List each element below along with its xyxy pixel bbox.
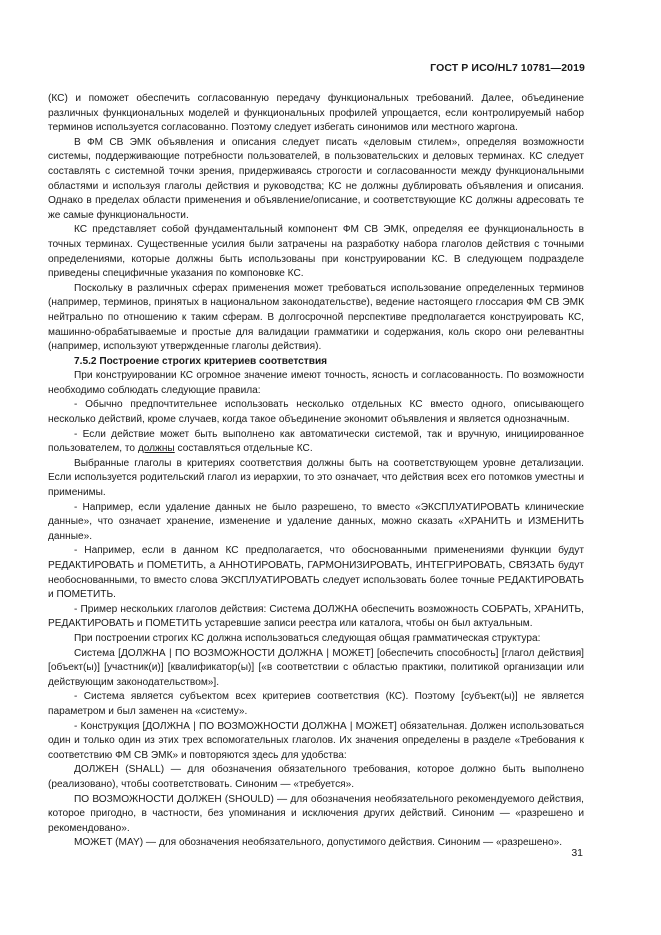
- paragraph: МОЖЕТ (MAY) — для обозначения необязательного, допустимого действия. Синоним — «разрешено».: [74, 837, 563, 849]
- paragraph: При конструировании КС огромное значение имеют точность, ясность и согласованность. По возможности необходимо соблюдать следующие правила:: [48, 370, 584, 396]
- list-item: - Например, если удаление данных не было разрешено, то вместо «ЭКСПЛУАТИРОВАТЬ клинические данные», что означает хранение, изменение и удаление данных, можно сказать «ХРАНИТЬ и ИЗМЕНИТЬ данные».: [48, 501, 584, 542]
- paragraph: В ФМ СВ ЭМК объявления и описания следует писать «деловым стилем», определяя возможности системы, поддерживающие потребности пользователей, в пользовательских и деловых терминах. КС следует составлять с системной точки зрения, придерживаясь строгости и согласованности между функциональными областями и используя глаголы действия и руководства; КС не должны дублировать объявления и описания. Однако в пределах области применения и объявление/описание, и соответствующие КС должны адресовать те же самые функциональности.: [48, 136, 584, 221]
- paragraph: ПО ВОЗМОЖНОСТИ ДОЛЖЕН (SHOULD) — для обозначения необязательного рекомендуемого действия, которое пригодно, в частности, без упоминания и исключения других действий. Синоним — «разрешено и рекомендовано».: [48, 793, 584, 834]
- list-item: [48, 428, 584, 457]
- paragraph: Поскольку в различных сферах применения может требоваться использование определенных терминов (например, терминов, принятых в национальном законодательстве), ведение настоящего глоссария ФМ СВ ЭМК нейтрально по отношению к таким сферам. В долгосрочной перспективе предполагается конструировать КС, машинно-обрабатываемые и простые для валидации грамматики и содержания, коль скоро они релевантны (например, используют утвержденные глаголы действия).: [48, 282, 584, 353]
- list-item: - Например, если в данном КС предполагается, что обоснованными применениями функции будут РЕДАКТИРОВАТЬ и ПОМЕТИТЬ, а АННОТИРОВАТЬ, ГАРМОНИЗИРОВАТЬ, ИНТЕГРИРОВАТЬ, СВЯЗАТЬ будут необоснованными, то вместо слова ЭКСПЛУАТИРОВАТЬ следует использовать более точные РЕДАКТИРОВАТЬ и ПОМЕТИТЬ.: [48, 545, 584, 601]
- page-number: 31: [571, 847, 583, 859]
- list-item: - Обычно предпочтительнее использовать несколько отдельных КС вместо одного, описывающего несколько действий, кроме случаев, когда такое объединение экономит объявления и является однозначным.: [48, 399, 584, 426]
- paragraph: ДОЛЖЕН (SHALL) — для обозначения обязательного требования, которое должно быть выполнено (реализовано), чтобы соответствовать. Синоним — «требуется».: [48, 764, 584, 790]
- paragraph: Система [ДОЛЖНА | ПО ВОЗМОЖНОСТИ ДОЛЖНА | МОЖЕТ] [обеспечить способность] [глагол действия] [объект(ы)] [участник(и)] [квалификатор(ы)] [«в соответствии с областью практики, политикой организации или действующим законодательством»].: [48, 647, 584, 688]
- list-item-text: составляться отдельные КС.: [174, 443, 313, 455]
- paragraph: КС представляет собой фундаментальный компонент ФМ СВ ЭМК, определяя ее функциональность в точных терминах. Существенные усилия были затрачены на разработку набора глаголов действия с точными определениями, которые должны быть использованы при конструировании КС. В следующем подразделе приведены специфичные указания по компоновке КС.: [48, 224, 584, 280]
- section-heading: 7.5.2 Построение строгих критериев соответствия: [74, 355, 328, 367]
- paragraph: (КС) и поможет обеспечить согласованную передачу функциональных требований. Далее, объединение различных функциональных моделей и функциональных профилей упрощается, если контролируемый набор терминов используется согласованно. Поэтому следует избегать синонимов или местного жаргона.: [48, 93, 584, 134]
- underlined-word: должны: [137, 443, 175, 455]
- list-item: - Пример нескольких глаголов действия: Система ДОЛЖНА обеспечить возможность СОБРАТЬ, ХРАНИТЬ, РЕДАКТИРОВАТЬ и ПОМЕТИТЬ устаревшие записи реестра или каталога, чтобы он был актуальным.: [48, 603, 584, 630]
- paragraph: Выбранные глаголы в критериях соответствия должны быть на соответствующем уровне детализации. Если используется родительский глагол из иерархии, то это означает, что действия всех его потомков уместны и применимы.: [48, 457, 584, 499]
- document-header: ГОСТ Р ИСО/HL7 10781—2019: [430, 62, 585, 74]
- paragraph: При построении строгих КС должна использоваться следующая общая грамматическая структура:: [74, 632, 541, 644]
- list-item-text: - Если действие может быть выполнено как автоматически системой, так и вручную, инициированное пользователем, то: [48, 428, 584, 455]
- document-body: [48, 92, 584, 851]
- list-item: - Система является субъектом всех критериев соответствия (КС). Поэтому [субъект(ы)] не является параметром и был заменен на «систему».: [48, 691, 584, 717]
- list-item: - Конструкция [ДОЛЖНА | ПО ВОЗМОЖНОСТИ ДОЛЖНА | МОЖЕТ] обязательная. Должен использоваться один и только один из этих трех вспомогательных глаголов. Их значения определены в разделе «Требования к соответствию ФМ СВ ЭМК» и повторяются здесь для удобства:: [48, 720, 584, 761]
